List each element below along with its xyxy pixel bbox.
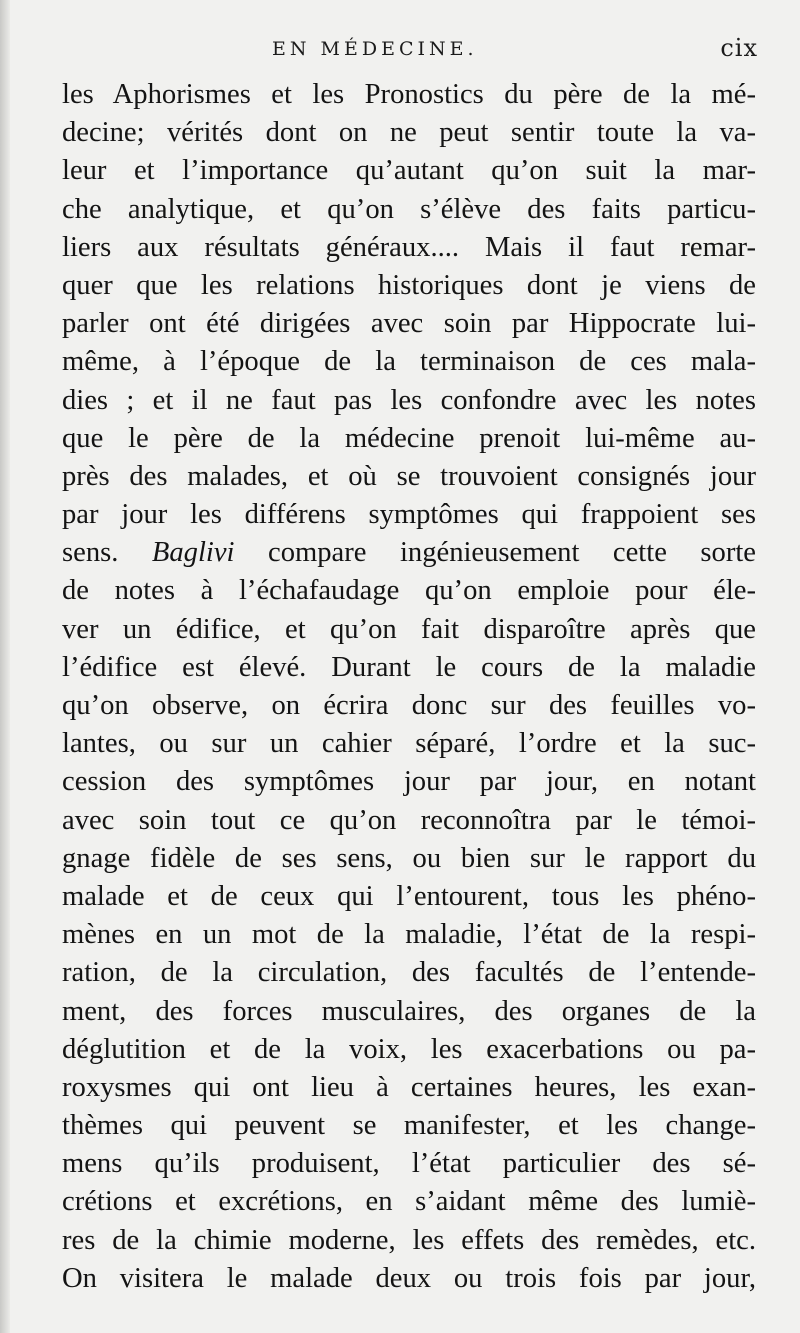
text-line xyxy=(62,534,756,572)
italic-name: Baglivi xyxy=(151,537,235,569)
text-line: l’édifice est élevé. Durant le cours de la maladie xyxy=(62,651,756,683)
running-head-title: EN MÉDECINE. xyxy=(272,38,478,60)
text-line: decine; vérités dont on ne peut sentir toute la va- xyxy=(62,117,756,149)
body-text xyxy=(62,76,756,1298)
running-head xyxy=(62,34,762,64)
text-line: que le père de la médecine prenoit lui-même au- xyxy=(62,422,756,454)
text-line: de notes à l’échafaudage qu’on emploie pour éle- xyxy=(62,575,756,607)
text-line: qu’on observe, on écrira donc sur des feuilles vo- xyxy=(62,690,756,721)
text-line: ment, des forces musculaires, des organes de la xyxy=(62,995,756,1027)
text-line: mènes en un mot de la maladie, l’état de la respi- xyxy=(62,919,756,951)
text-line: près des malades, et où se trouvoient consignés jour xyxy=(62,460,756,492)
text-line: les Aphorismes et les Pronostics du père de la mé- xyxy=(62,79,756,110)
text-line: res de la chimie moderne, les effets des remèdes, etc. xyxy=(62,1224,756,1256)
text-line: leur et l’importance qu’autant qu’on suit la mar- xyxy=(62,155,756,187)
text-line: lantes, ou sur un cahier séparé, l’ordre et la suc- xyxy=(62,728,756,760)
text-line: ver un édifice, et qu’on fait disparoître après que xyxy=(62,613,756,645)
text-line: mens qu’ils produisent, l’état particulier des sé- xyxy=(62,1148,756,1180)
text-line: crétions et excrétions, en s’aidant même des lumiè- xyxy=(62,1186,756,1218)
text-line: roxysmes qui ont lieu à certaines heures, les exan- xyxy=(62,1071,756,1103)
page-number: cix xyxy=(720,34,758,62)
text-line: par jour les différens symptômes qui frappoient ses xyxy=(62,499,756,531)
text-segment: sens. xyxy=(62,537,152,569)
text-line: ration, de la circulation, des facultés de l’entende- xyxy=(62,957,756,989)
text-line: parler ont été dirigées avec soin par Hippocrate lui- xyxy=(62,308,756,340)
text-line: gnage fidèle de ses sens, ou bien sur le rapport du xyxy=(62,842,756,874)
text-line: quer que les relations historiques dont je viens de xyxy=(62,269,756,301)
text-segment: compare ingénieusement cette sorte xyxy=(234,537,756,569)
text-line: dies ; et il ne faut pas les confondre avec les notes xyxy=(62,384,756,416)
text-line: On visitera le malade deux ou trois fois par jour, xyxy=(62,1262,756,1294)
text-line: déglutition et de la voix, les exacerbations ou pa- xyxy=(62,1033,756,1065)
text-line: malade et de ceux qui l’entourent, tous les phéno- xyxy=(62,880,756,912)
text-line: cession des symptômes jour par jour, en notant xyxy=(62,766,756,798)
text-line: thèmes qui peuvent se manifester, et les change- xyxy=(62,1110,756,1142)
text-line: liers aux résultats généraux.... Mais il faut remar- xyxy=(62,231,756,263)
page-gutter-shadow xyxy=(0,0,10,1333)
text-line: che analytique, et qu’on s’élève des faits particu- xyxy=(62,193,756,225)
text-line: même, à l’époque de la terminaison de ces mala- xyxy=(62,346,756,378)
text-line: avec soin tout ce qu’on reconnoîtra par le témoi- xyxy=(62,804,756,836)
